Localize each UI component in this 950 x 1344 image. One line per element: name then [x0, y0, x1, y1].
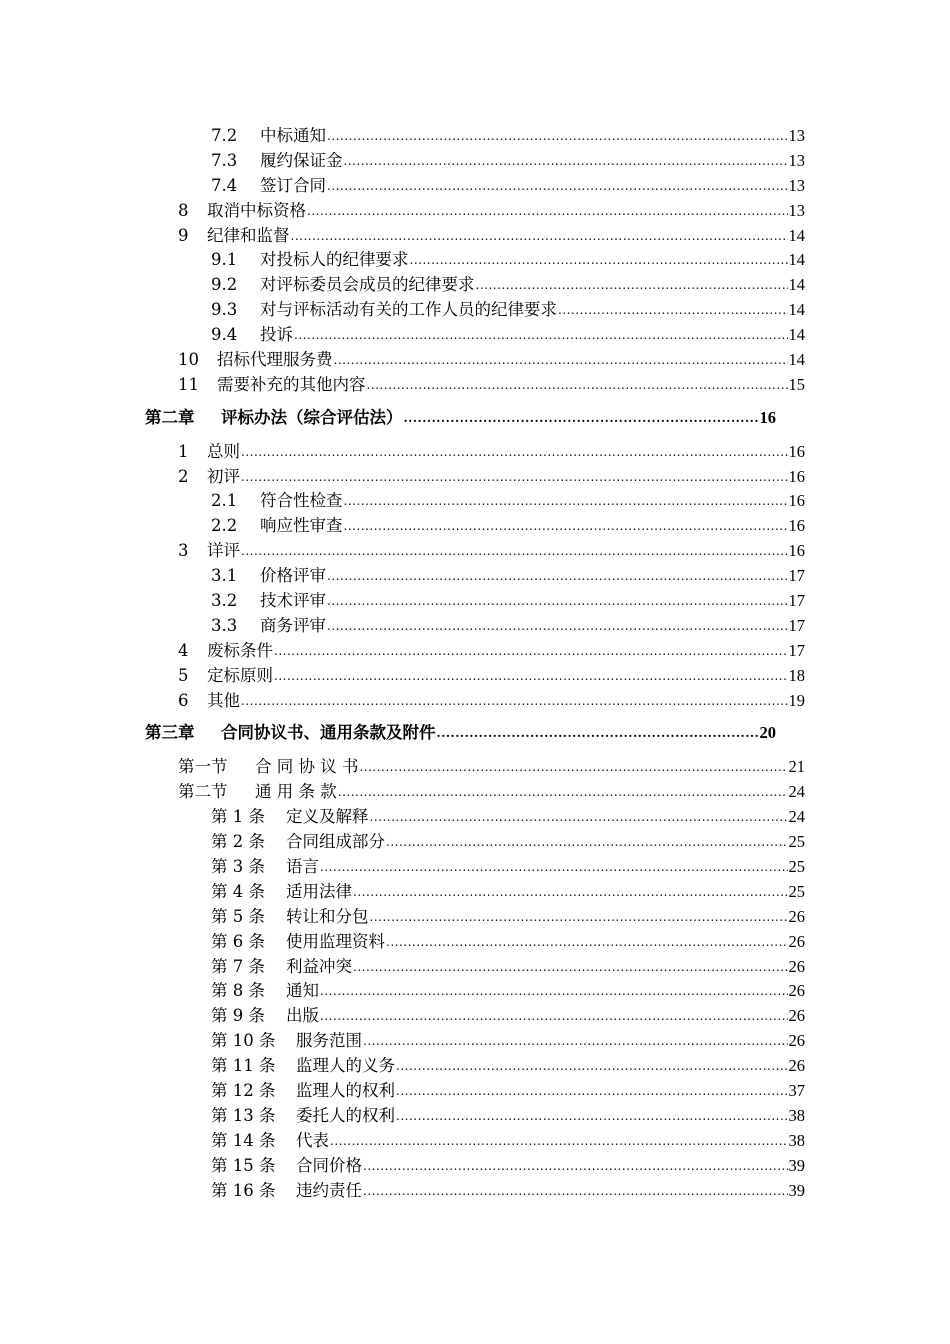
- article-page: 38: [788, 1105, 805, 1125]
- toc-entry[interactable]: [0, 174, 950, 199]
- dot-leader: [404, 408, 759, 425]
- dot-leader: [274, 666, 788, 683]
- dot-leader: [330, 1131, 788, 1148]
- chapter-number: 第三章: [145, 723, 195, 743]
- toc-entry-title: 对评标委员会成员的纪律要求: [260, 275, 475, 295]
- toc-entry-title: 其他: [207, 690, 240, 710]
- toc-article-entry[interactable]: [0, 1154, 950, 1179]
- article-number: 第 15 条: [211, 1155, 276, 1175]
- toc-entry-page: 14: [788, 350, 805, 370]
- toc-entry-page: 14: [788, 225, 805, 245]
- dot-leader: [241, 442, 788, 459]
- toc-entry-page: 15: [788, 374, 805, 394]
- toc-entry-number: 3.3: [211, 615, 238, 635]
- toc-entry[interactable]: [0, 639, 950, 664]
- article-number: 第 3 条: [211, 856, 265, 876]
- toc-entry-number: 11: [178, 374, 199, 394]
- toc-entry-title: 中标通知: [260, 126, 326, 145]
- article-title: 语言: [286, 856, 319, 876]
- dot-leader: [327, 616, 788, 633]
- article-page: 39: [788, 1180, 805, 1200]
- article-title: 监理人的权利: [296, 1080, 395, 1100]
- toc-entry[interactable]: [0, 348, 950, 373]
- toc-entry-title: 商务评审: [260, 615, 326, 635]
- section-title: 合 同 协 议 书: [255, 757, 359, 777]
- dot-leader: [241, 691, 788, 708]
- toc-article-entry[interactable]: [0, 1129, 950, 1154]
- toc-entry-number: 4: [178, 640, 189, 660]
- article-title: 合同组成部分: [286, 832, 385, 852]
- toc-entry-page: 13: [788, 150, 805, 170]
- toc-entry-number: 7.2: [211, 126, 238, 145]
- toc-article-entry[interactable]: [0, 955, 950, 980]
- dot-leader: [344, 151, 788, 168]
- toc-article-entry[interactable]: [0, 905, 950, 930]
- article-number: 第 4 条: [211, 881, 265, 901]
- article-number: 第 9 条: [211, 1006, 265, 1026]
- toc-entry-title: 价格评审: [260, 566, 326, 586]
- toc-entry-title: 响应性审查: [260, 516, 343, 536]
- toc-article-entry[interactable]: [0, 855, 950, 880]
- toc-entry-page: 17: [788, 566, 805, 586]
- toc-entry-page: 17: [788, 615, 805, 635]
- toc-article-entry[interactable]: [0, 1179, 950, 1204]
- toc-entry-number: 5: [178, 665, 189, 685]
- toc-entry[interactable]: [0, 273, 950, 298]
- dot-leader: [359, 758, 787, 775]
- article-number: 第 12 条: [211, 1080, 276, 1100]
- dot-leader: [327, 176, 788, 193]
- article-number: 第 10 条: [211, 1031, 276, 1051]
- toc-chapter-heading[interactable]: [0, 406, 950, 431]
- toc-entry-number: 3: [178, 541, 189, 561]
- dot-leader: [353, 957, 788, 974]
- toc-entry-title: 签订合同: [260, 175, 326, 195]
- chapter-number: 第二章: [145, 407, 195, 427]
- toc-entry-number: 8: [178, 200, 189, 220]
- dot-leader: [327, 567, 788, 584]
- dot-leader: [370, 907, 788, 924]
- article-number: 第 16 条: [211, 1180, 276, 1200]
- dot-leader: [320, 1007, 788, 1024]
- article-page: 39: [788, 1155, 805, 1175]
- toc-entry-number: 6: [178, 690, 189, 710]
- toc-entry[interactable]: [0, 124, 950, 149]
- toc-entry-number: 2.2: [211, 516, 238, 536]
- toc-entry-page: 17: [788, 591, 805, 611]
- toc-entry-title: 总则: [207, 441, 240, 461]
- toc-entry-page: 18: [788, 665, 805, 685]
- article-title: 适用法律: [286, 881, 352, 901]
- article-number: 第 11 条: [211, 1056, 276, 1076]
- dot-leader: [241, 542, 788, 559]
- dot-leader: [396, 1057, 788, 1074]
- toc-entry-page: 16: [788, 516, 805, 536]
- toc-entry-number: 2: [178, 466, 189, 486]
- article-page: 37: [788, 1080, 805, 1100]
- article-title: 利益冲突: [286, 956, 352, 976]
- toc-article-entry[interactable]: [0, 1029, 950, 1054]
- article-title: 使用监理资料: [286, 931, 385, 951]
- article-page: 25: [788, 881, 805, 901]
- article-title: 服务范围: [296, 1031, 362, 1051]
- section-number: 第二节: [178, 782, 228, 802]
- toc-entry-page: 13: [788, 175, 805, 195]
- toc-entry-page: 14: [788, 250, 805, 270]
- toc-entry[interactable]: [0, 465, 950, 490]
- section-title: 通 用 条 款: [255, 782, 337, 802]
- toc-section-entry[interactable]: [0, 780, 950, 805]
- dot-leader: [476, 276, 788, 293]
- article-page: 25: [788, 856, 805, 876]
- dot-leader: [334, 351, 788, 368]
- toc-entry-number: 7.3: [211, 150, 238, 170]
- article-number: 第 6 条: [211, 931, 265, 951]
- article-title: 定义及解释: [286, 807, 369, 827]
- toc-entry-page: 16: [788, 491, 805, 511]
- toc-article-entry[interactable]: [0, 979, 950, 1004]
- toc-entry[interactable]: [0, 199, 950, 224]
- toc-entry-page: 14: [788, 300, 805, 320]
- dot-leader: [363, 1181, 788, 1198]
- article-page: 26: [788, 931, 805, 951]
- toc-entry-number: 9: [178, 225, 189, 245]
- article-number: 第 8 条: [211, 981, 265, 1001]
- article-title: 转让和分包: [286, 906, 369, 926]
- dot-leader: [291, 226, 788, 243]
- toc-entry[interactable]: [0, 664, 950, 689]
- chapter-page: 20: [759, 723, 776, 743]
- toc-entry-page: 13: [788, 126, 805, 145]
- toc-article-entry[interactable]: [0, 830, 950, 855]
- dot-leader: [344, 492, 788, 509]
- toc-entry[interactable]: [0, 489, 950, 514]
- toc-entry-title: 定标原则: [207, 665, 273, 685]
- toc-entry-page: 13: [788, 200, 805, 220]
- toc-article-entry[interactable]: [0, 805, 950, 830]
- dot-leader: [241, 467, 788, 484]
- toc-entry-title: 初评: [207, 466, 240, 486]
- toc-entry[interactable]: [0, 689, 950, 714]
- toc-entry[interactable]: [0, 149, 950, 174]
- dot-leader: [274, 641, 788, 658]
- article-title: 违约责任: [296, 1180, 362, 1200]
- toc-entry-title: 对投标人的纪律要求: [260, 250, 409, 270]
- toc-entry-title: 履约保证金: [260, 150, 343, 170]
- section-number: 第一节: [178, 757, 228, 777]
- toc-entry-title: 符合性检查: [260, 491, 343, 511]
- toc-entry-number: 9.1: [211, 250, 238, 270]
- toc-entry[interactable]: [0, 564, 950, 589]
- article-number: 第 1 条: [211, 807, 265, 827]
- toc-entry[interactable]: [0, 323, 950, 348]
- toc-entry-number: 1: [178, 441, 189, 461]
- dot-leader: [320, 982, 788, 999]
- toc-article-entry[interactable]: [0, 1054, 950, 1079]
- toc-chapter-heading[interactable]: [0, 721, 950, 746]
- article-page: 26: [788, 1031, 805, 1051]
- article-page: 38: [788, 1130, 805, 1150]
- toc-entry-title: 招标代理服务费: [217, 350, 333, 370]
- toc-entry-page: 16: [788, 541, 805, 561]
- article-title: 出版: [286, 1006, 319, 1026]
- toc-entry-page: 16: [788, 441, 805, 461]
- toc-entry-title: 废标条件: [207, 640, 273, 660]
- toc-entry-title: 技术评审: [260, 591, 326, 611]
- article-number: 第 14 条: [211, 1130, 276, 1150]
- dot-leader: [558, 301, 788, 318]
- article-title: 委托人的权利: [296, 1105, 395, 1125]
- article-page: 25: [788, 832, 805, 852]
- article-number: 第 13 条: [211, 1105, 276, 1125]
- dot-leader: [307, 201, 788, 218]
- toc-entry-number: 7.4: [211, 175, 238, 195]
- toc-section-entry[interactable]: [0, 755, 950, 780]
- chapter-title: 评标办法（综合评估法）: [221, 407, 403, 427]
- toc-entry[interactable]: [0, 373, 950, 398]
- dot-leader: [320, 857, 788, 874]
- toc-entry-number: 9.4: [211, 325, 238, 345]
- dot-leader: [363, 1032, 788, 1049]
- toc-entry-title: 需要补充的其他内容: [217, 374, 366, 394]
- toc-entry-title: 投诉: [260, 325, 293, 345]
- article-page: 26: [788, 1006, 805, 1026]
- dot-leader: [363, 1156, 788, 1173]
- toc-entry[interactable]: [0, 298, 950, 323]
- dot-leader: [410, 251, 788, 268]
- toc-article-entry[interactable]: [0, 1079, 950, 1104]
- dot-leader: [338, 783, 788, 800]
- dot-leader: [367, 375, 788, 392]
- toc-entry-title: 取消中标资格: [207, 200, 306, 220]
- article-page: 26: [788, 906, 805, 926]
- section-page: 21: [788, 757, 805, 777]
- dot-leader: [396, 1106, 788, 1123]
- section-page: 24: [788, 782, 805, 802]
- article-title: 代表: [296, 1130, 329, 1150]
- toc-entry-number: 9.3: [211, 300, 238, 320]
- toc-entry[interactable]: [0, 589, 950, 614]
- dot-leader: [370, 808, 788, 825]
- toc-entry-title: 纪律和监督: [207, 225, 290, 245]
- article-title: 通知: [286, 981, 319, 1001]
- dot-leader: [353, 882, 788, 899]
- toc-entry-number: 10: [178, 350, 199, 370]
- toc-entry[interactable]: [0, 539, 950, 564]
- chapter-page: 16: [759, 407, 776, 427]
- toc-entry-page: 17: [788, 640, 805, 660]
- toc-entry-page: 19: [788, 690, 805, 710]
- article-page: 24: [788, 807, 805, 827]
- toc-article-entry[interactable]: [0, 1004, 950, 1029]
- toc-entry[interactable]: [0, 440, 950, 465]
- toc-article-entry[interactable]: [0, 1104, 950, 1129]
- article-number: 第 7 条: [211, 956, 265, 976]
- dot-leader: [396, 1081, 788, 1098]
- dot-leader: [437, 724, 759, 741]
- dot-leader: [344, 517, 788, 534]
- dot-leader: [294, 326, 788, 343]
- toc-entry-number: 2.1: [211, 491, 238, 511]
- toc-article-entry[interactable]: [0, 880, 950, 905]
- article-page: 26: [788, 956, 805, 976]
- dot-leader: [327, 592, 788, 609]
- article-title: 监理人的义务: [296, 1056, 395, 1076]
- toc-entry[interactable]: [0, 224, 950, 249]
- article-page: 26: [788, 1056, 805, 1076]
- toc-entry-title: 详评: [207, 541, 240, 561]
- toc-entry[interactable]: [0, 248, 950, 273]
- toc-entry-number: 3.2: [211, 591, 238, 611]
- dot-leader: [386, 932, 788, 949]
- toc-entry-title: 对与评标活动有关的工作人员的纪律要求: [260, 300, 557, 320]
- toc-entry-page: 16: [788, 466, 805, 486]
- dot-leader: [327, 127, 788, 144]
- toc-entry[interactable]: [0, 514, 950, 539]
- article-title: 合同价格: [296, 1155, 362, 1175]
- toc-entry-page: 14: [788, 325, 805, 345]
- dot-leader: [386, 833, 788, 850]
- chapter-title: 合同协议书、通用条款及附件: [221, 723, 436, 743]
- toc-entry-page: 14: [788, 275, 805, 295]
- table-of-contents: [0, 124, 950, 1203]
- toc-entry-number: 9.2: [211, 275, 238, 295]
- toc-article-entry[interactable]: [0, 930, 950, 955]
- article-number: 第 5 条: [211, 906, 265, 926]
- article-number: 第 2 条: [211, 832, 265, 852]
- toc-entry[interactable]: [0, 614, 950, 639]
- toc-entry-number: 3.1: [211, 566, 238, 586]
- article-page: 26: [788, 981, 805, 1001]
